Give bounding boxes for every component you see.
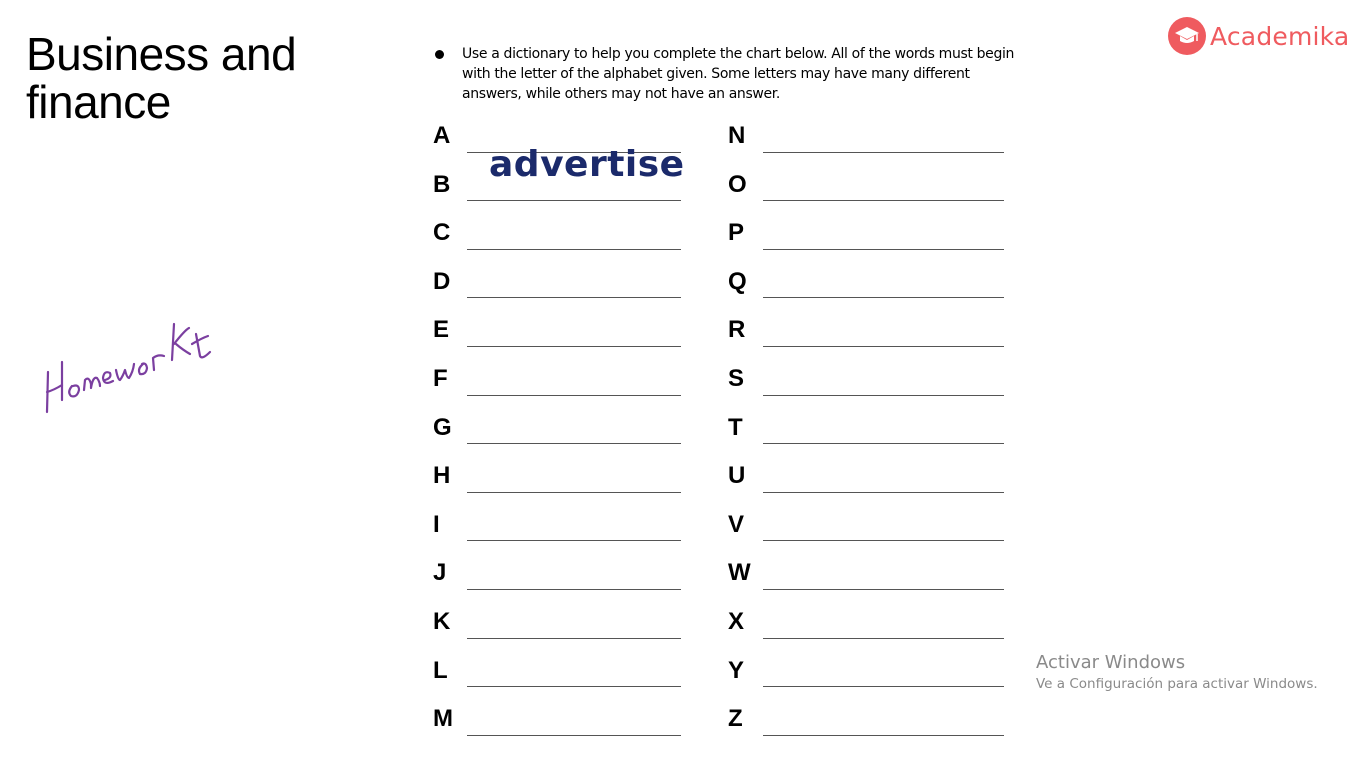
windows-activation-watermark: [1036, 652, 1318, 694]
answer-line[interactable]: [763, 735, 1004, 736]
answer-line[interactable]: [467, 686, 681, 687]
answer-line[interactable]: [467, 143, 685, 185]
answer-line[interactable]: [467, 395, 681, 396]
answer-line[interactable]: [467, 200, 681, 201]
row-letter: K: [433, 607, 451, 635]
answer-line[interactable]: [467, 249, 681, 250]
row-letter: F: [433, 364, 448, 392]
answer-line[interactable]: [467, 735, 681, 736]
row-letter: I: [433, 510, 440, 538]
answer-line[interactable]: [467, 346, 681, 347]
row-letter: U: [728, 462, 746, 490]
row-letter: V: [728, 510, 745, 538]
watermark-title: Activar Windows: [1036, 652, 1186, 673]
row-letter: M: [433, 705, 453, 733]
row-letter: C: [433, 219, 451, 247]
answer-line[interactable]: [467, 297, 681, 298]
row-letter: P: [728, 219, 745, 247]
row-letter: Y: [728, 656, 745, 684]
logo-text: Academika: [1210, 21, 1350, 51]
row-letter: Q: [728, 267, 747, 295]
answer-line[interactable]: [763, 297, 1004, 298]
answer-line[interactable]: [763, 492, 1004, 493]
row-letter: Z: [728, 705, 743, 733]
answer-line[interactable]: [763, 249, 1004, 250]
academika-logo: [1168, 17, 1349, 55]
instructions: [435, 44, 1025, 104]
handwritten-homework-drawing: [40, 300, 220, 420]
answer-line[interactable]: [467, 589, 681, 590]
answer-line[interactable]: [467, 638, 681, 639]
row-letter: X: [728, 607, 745, 635]
answer-line[interactable]: [763, 589, 1004, 590]
row-letter: D: [433, 267, 451, 295]
handwritten-annotation: [40, 300, 220, 420]
row-letter: E: [433, 316, 450, 344]
row-letter: G: [433, 413, 452, 441]
row-letter: N: [728, 122, 746, 149]
row-letter: T: [728, 413, 743, 441]
answer-line[interactable]: [763, 200, 1004, 201]
graduation-cap-icon: [1168, 17, 1206, 55]
row-letter: J: [433, 559, 447, 587]
watermark-subtitle: Ve a Configuración para activar Windows.: [1036, 676, 1318, 692]
row-letter: B: [433, 170, 451, 198]
row-letter: S: [728, 364, 745, 392]
bullet-icon: [435, 50, 444, 59]
row-letter: L: [433, 656, 448, 684]
answer-line[interactable]: [467, 443, 681, 444]
answer-line[interactable]: [763, 638, 1004, 639]
answer-line[interactable]: [467, 492, 681, 493]
slide-title: Business and finance: [26, 28, 297, 128]
answer-line[interactable]: [763, 395, 1004, 396]
answer-line[interactable]: [763, 443, 1004, 444]
row-letter: W: [728, 559, 751, 587]
row-letter: A: [433, 122, 451, 149]
answer-line[interactable]: [763, 346, 1004, 347]
answer-line[interactable]: [763, 152, 1004, 153]
row-letter: O: [728, 170, 747, 198]
instructions-text: Use a dictionary to help you complete the chart below. All of the words must begin with the letter of the alphabet given. Some letters may have many different answers, while others may not have an answer.: [462, 46, 1015, 102]
answer-line[interactable]: [467, 540, 681, 541]
answer-line[interactable]: [763, 540, 1004, 541]
answer-text: advertise: [489, 143, 685, 185]
answer-line[interactable]: [763, 686, 1004, 687]
row-letter: R: [728, 316, 746, 344]
row-letter: H: [433, 462, 451, 490]
